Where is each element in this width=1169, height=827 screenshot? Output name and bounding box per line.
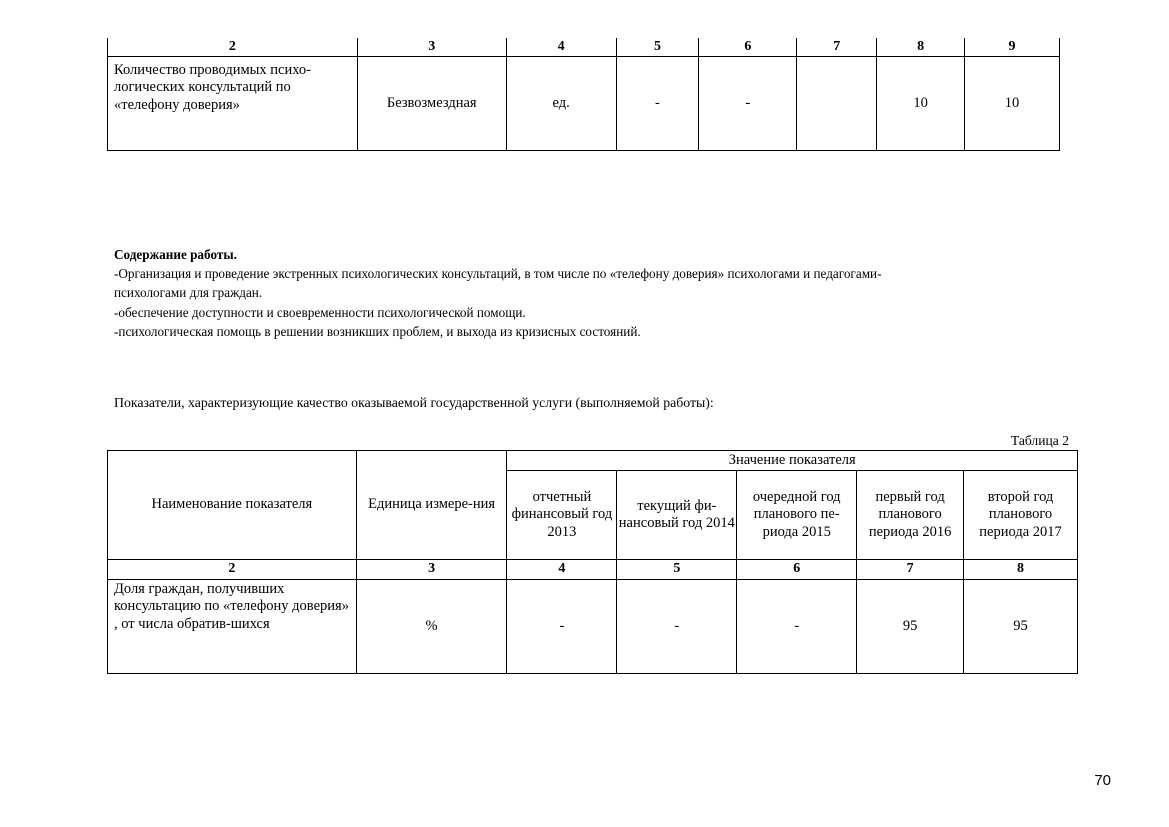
value-cell: [797, 57, 877, 151]
page-number: 70: [1094, 772, 1111, 789]
column-number: 7: [857, 560, 964, 580]
table2-header-row: [108, 451, 1078, 471]
table2-column-numbers: [108, 560, 1078, 580]
table-caption: Таблица 2: [1010, 433, 1069, 448]
unit-cell: %: [356, 580, 507, 674]
work-content-line: -обеспечение доступности и своевременности психологической помощи.: [114, 304, 526, 320]
quality-heading: Показатели, характеризующие качество оказываемой государственной услуги (выполняемой работы):: [114, 395, 714, 410]
value-cell: -: [699, 57, 797, 151]
value-cell: 10: [965, 57, 1060, 151]
value-cell: -: [737, 580, 857, 674]
work-content-line: -психологическая помощь в решении возникших проблем, и выхода из кризисных состояний.: [114, 323, 641, 339]
quality-indicator-table: [107, 450, 1078, 674]
header-value-group: Значение показателя: [507, 451, 1078, 471]
column-number: 5: [616, 38, 699, 57]
value-cell: -: [507, 580, 617, 674]
column-number: 2: [108, 560, 357, 580]
column-number: 5: [617, 560, 737, 580]
column-number: 8: [964, 560, 1078, 580]
column-number: 8: [877, 38, 965, 57]
indicator-volume-table: [107, 38, 1060, 151]
column-number: 4: [506, 38, 616, 57]
column-number: 7: [797, 38, 877, 57]
work-content: [114, 245, 1104, 341]
value-cell: 95: [964, 580, 1078, 674]
column-number: 9: [965, 38, 1060, 57]
value-cell: -: [617, 580, 737, 674]
column-number: 3: [357, 38, 506, 57]
unit-cell: ед.: [506, 57, 616, 151]
header-period: первый год планового периода 2016: [857, 471, 964, 560]
value-cell: 95: [857, 580, 964, 674]
table-row: [108, 580, 1078, 674]
payment-type: Безвозмездная: [357, 57, 506, 151]
value-cell: 10: [877, 57, 965, 151]
table1-column-numbers: [108, 38, 1060, 57]
indicator-name: Доля граждан, получивших консультацию по «телефону доверия» , от числа обратив-шихся: [108, 580, 357, 674]
header-period: текущий фи-нансовый год 2014: [617, 471, 737, 560]
column-number: 2: [108, 38, 358, 57]
header-period: очередной год планового пе-риода 2015: [737, 471, 857, 560]
column-number: 4: [507, 560, 617, 580]
header-period: отчетный финансовый год 2013: [507, 471, 617, 560]
header-unit: Единица измере-ния: [356, 451, 507, 560]
table-row: [108, 57, 1060, 151]
column-number: 3: [356, 560, 507, 580]
value-cell: -: [616, 57, 699, 151]
column-number: 6: [699, 38, 797, 57]
indicator-name: Количество проводимых психо-логических консультаций по «телефону доверия»: [108, 57, 358, 151]
header-period: второй год планового периода 2017: [964, 471, 1078, 560]
header-indicator-name: Наименование показателя: [108, 451, 357, 560]
work-content-line: -Организация и проведение экстренных психологических консультаций, в том числе по «телефону доверия» психологами и педагогами-: [114, 266, 882, 282]
work-content-line: психологами для граждан.: [114, 285, 263, 301]
work-content-title: Содержание работы.: [114, 247, 237, 262]
column-number: 6: [737, 560, 857, 580]
